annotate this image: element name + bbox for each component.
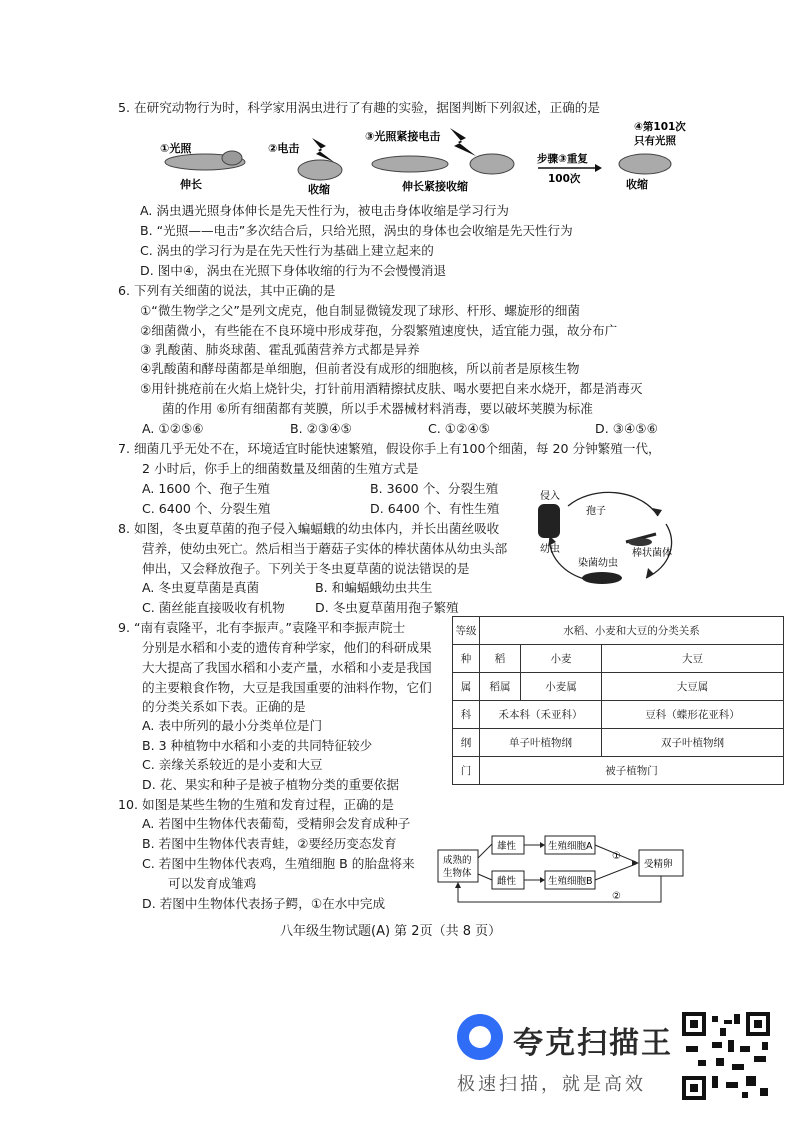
q8-option-c: C. 菌丝能直接吸收有机物 [142,600,285,615]
q10-option-d: D. 若图中生物体代表扬子鳄，①在水中完成 [142,896,386,911]
q8-infected-label: 染菌幼虫 [578,558,618,569]
q6-option-b: B. ②③④⑤ [290,421,352,436]
planarian-image [298,160,342,180]
q6-statement: ⑤用针挑疮前在火焰上烧针尖，打针前用酒精擦拭皮肤、喝水要把自来水烧开，都是消毒灭 [140,381,643,396]
q8-stem: 8. 如图，冬虫夏草菌的孢子侵入蝙蝠蛾的幼虫体内，并长出菌丝吸收 [118,521,500,536]
table-row [453,673,784,701]
q10-reproduction-diagram [436,830,690,910]
q10-step1-label: ① [612,851,621,862]
q5-repeat-text: 步骤③重复 [537,153,588,165]
q8-stem-cont: 营养，使幼虫死亡。然后相当于蘑菇子实体的棒状菌体从幼虫头部 [142,541,508,556]
planarian-image [470,154,514,174]
q8-option-b: B. 和蝙蝠蛾幼虫共生 [315,580,433,595]
q5-p3-result: 伸长紧接收缩 [402,180,468,193]
q9-option-b: B. 3 种植物中水稻和小麦的共同特征较少 [142,738,373,753]
q5-p2-title: ②电击 [268,142,300,155]
q5-option-d: D. 图中④，涡虫在光照下身体收缩的行为不会慢慢消退 [140,263,447,278]
level-cell: 门 [453,757,480,785]
watermark-slogan: 极速扫描，就是高效 [457,1074,646,1095]
q6-statement: ④乳酸菌和酵母菌都是单细胞，但前者没有成形的细胞核，所以前者是原核生物 [140,361,580,376]
q6-statement: 菌的作用 ⑥所有细菌都有荚膜，所以手术器械材料消毒，要以破坏荚膜为标准 [162,401,593,416]
q9-stem-cont: 分别是水稻和小麦的遗传育种学家，他们的科研成果 [142,640,432,655]
q7-stem-cont: 2 小时后，你手上的细菌数量及细菌的生殖方式是 [142,461,419,476]
table-cell: 大豆 [602,645,784,673]
arrow-up-icon [455,882,461,888]
level-cell: 属 [453,673,480,701]
q9-stem-cont: 的主要粮食作物，大豆是我国重要的油料作物，它们 [142,680,432,695]
q8-option-d: D. 冬虫夏草菌用孢子繁殖 [315,600,459,615]
q10-cellA-label: 生殖细胞A [548,841,593,852]
page-footer: 八年级生物试题(A) 第 2页（共 8 页） [280,924,502,939]
q10-male-label: 雄性 [497,841,517,852]
q8-spore-label: 孢子 [586,506,606,517]
q7-option-b: B. 3600 个、分裂生殖 [370,481,499,496]
q5-repeat-count: 100次 [548,173,581,185]
q10-option-a: A. 若图中生物体代表葡萄，受精卵会发育成种子 [142,816,411,831]
q6-statement: ①“微生物学之父”是列文虎克，他自制显微镜发现了球形、杆形、螺旋形的细菌 [140,303,580,318]
q6-option-c: C. ①②④⑤ [428,421,490,436]
q8-lifecycle-diagram [528,486,688,590]
q8-stroma-label: 棒状菌体 [632,548,672,559]
arrow-right-icon [540,842,545,848]
q5-stem: 5. 在研究动物行为时，科学家用涡虫进行了有趣的实验，据图判断下列叙述，正确的是 [118,100,600,115]
q5-p4-title2: 只有光照 [634,135,676,147]
watermark-name: 夸克扫描王 [513,1026,673,1061]
table-cell: 禾本科（禾亚科） [480,701,602,729]
q8-invade-label: 侵入 [540,491,560,502]
q7-stem: 7. 细菌几乎无处不在，环境适宜时能快速繁殖，假设你手上有100个细菌，每 20 分钟繁殖一代， [118,441,661,456]
q6-option-d: D. ③④⑤⑥ [595,421,658,436]
level-cell: 种 [453,645,480,673]
q5-option-c: C. 涡虫的学习行为是在先天性行为基础上建立起来的 [140,243,434,258]
table-cell: 被子植物门 [480,757,784,785]
arrow-right-icon [632,860,639,866]
lightning-icon [312,138,334,162]
q5-planarian-diagram [140,118,700,196]
quark-logo-icon [457,1014,503,1060]
q10-option-c-cont: 可以发育成雏鸡 [168,876,257,891]
planarian-image [619,154,671,174]
table-header-title: 水稻、小麦和大豆的分类关系 [480,617,784,645]
q6-option-a: A. ①②⑤⑥ [142,421,204,436]
qr-code-icon [682,1012,770,1100]
table-row [453,617,784,645]
table-row [453,701,784,729]
table-cell: 小麦属 [521,673,602,701]
q10-organism-label1: 成熟的 [443,855,472,866]
q9-option-a: A. 表中所列的最小分类单位是门 [142,718,323,733]
larva-image [538,504,560,538]
q8-larva-label: 幼虫 [540,544,560,555]
q8-option-a: A. 冬虫夏草菌是真菌 [142,580,260,595]
q9-option-d: D. 花、果实和种子是被子植物分类的重要依据 [142,777,399,792]
q6-stem: 6. 下列有关细菌的说法，其中正确的是 [118,283,336,298]
planarian-image [372,156,448,172]
q9-stem-cont: 的分类关系如下表。正确的是 [142,699,306,714]
q6-statement: ③ 乳酸菌、肺炎球菌、霍乱弧菌营养方式都是异养 [140,342,420,357]
q5-p3-title: ③光照紧接电击 [365,130,441,143]
table-cell: 大豆属 [602,673,784,701]
q10-stem: 10. 如图是某些生物的生殖和发育过程，正确的是 [118,797,394,812]
table-cell: 稻属 [480,673,521,701]
arrow-right-icon [540,877,545,883]
q5-p2-result: 收缩 [308,183,330,196]
level-cell: 科 [453,701,480,729]
level-cell: 纲 [453,729,480,757]
q9-option-c: C. 亲缘关系较近的是小麦和大豆 [142,757,323,772]
lightning-icon [450,128,476,156]
q10-cellB-label: 生殖细胞B [548,876,593,887]
q5-p1-title: ①光照 [160,142,192,155]
q5-p4-title1: ④第101次 [634,121,686,133]
q5-option-b: B. “光照——电击”多次结合后，只给光照，涡虫的身体也会收缩是先天性行为 [140,223,573,238]
q7-option-c: C. 6400 个、分裂生殖 [142,501,271,516]
table-cell: 单子叶植物纲 [480,729,602,757]
q7-option-d: D. 6400 个、有性生殖 [370,501,500,516]
table-cell: 稻 [480,645,521,673]
infected-larva-image [582,572,622,584]
table-row [453,757,784,785]
q10-organism-label2: 生物体 [443,868,472,879]
table-header-level: 等级 [453,617,480,645]
q9-classification-table [452,616,784,785]
q5-p4-result: 收缩 [626,178,648,191]
table-cell: 小麦 [521,645,602,673]
table-cell: 双子叶植物纲 [602,729,784,757]
q9-stem-cont: 大大提高了我国水稻和小麦产量，水稻和小麦是我国 [142,660,432,675]
q7-option-a: A. 1600 个、孢子生殖 [142,481,271,496]
table-cell: 豆科（蝶形花亚科） [602,701,784,729]
q10-option-c: C. 若图中生物体代表鸡，生殖细胞 B 的胎盘将来 [142,856,415,871]
q10-female-label: 雌性 [497,876,517,887]
q8-stem-cont: 伸出，又会释放孢子。下列关于冬虫夏草菌的说法错误的是 [142,561,470,576]
q10-zygote-label: 受精卵 [644,859,673,870]
q10-option-b: B. 若图中生物体代表青蛙，②要经历变态发育 [142,836,397,851]
q6-statement: ②细菌微小，有些能在不良环境中形成芽孢，分裂繁殖速度快，适宜能力强，故分布广 [140,323,618,338]
table-row [453,729,784,757]
q5-p1-result: 伸长 [180,178,202,191]
table-row [453,645,784,673]
q9-stem: 9. “南有袁隆平，北有李振声。”袁隆平和李振声院士 [118,620,406,635]
q10-step2-label: ② [612,891,621,902]
q5-option-a: A. 涡虫遇光照身体伸长是先天性行为，被电击身体收缩是学习行为 [140,203,510,218]
